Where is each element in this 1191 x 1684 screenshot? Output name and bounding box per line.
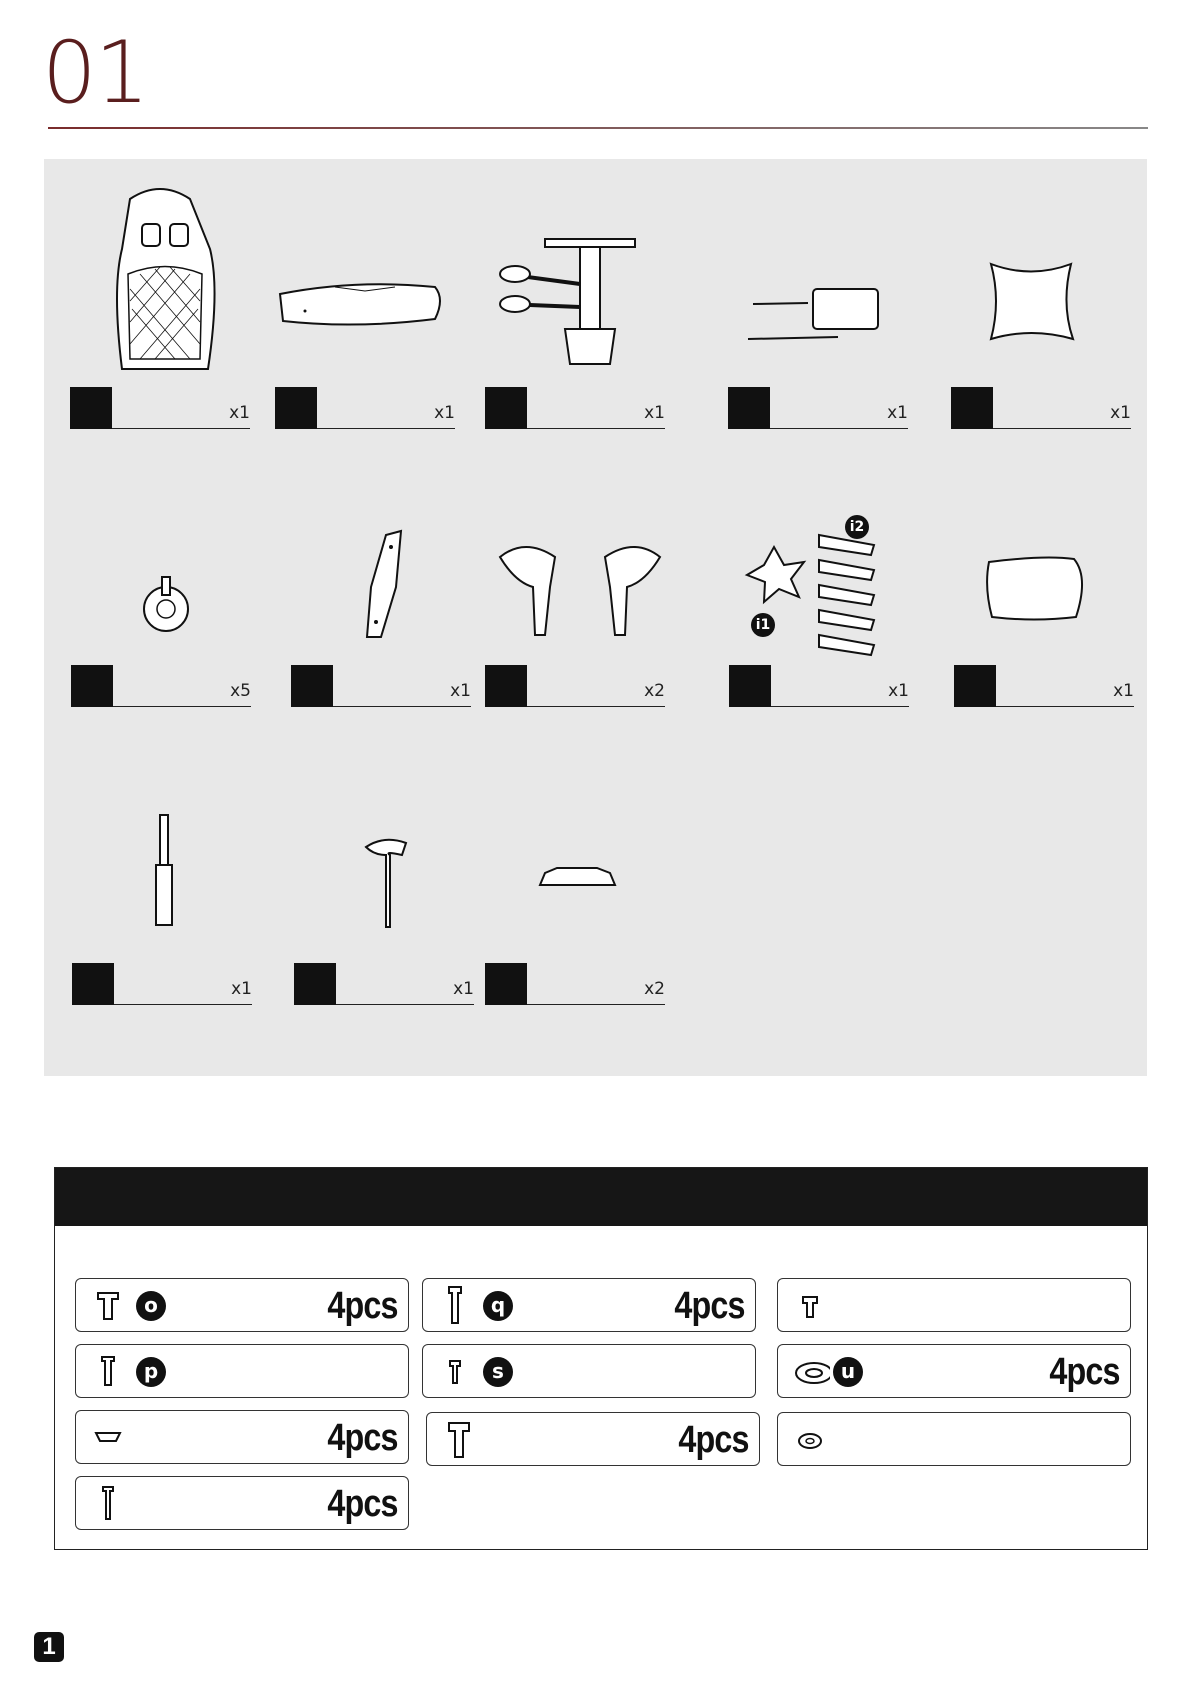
part-label-box	[275, 387, 317, 429]
part-label-box	[294, 963, 336, 1005]
hardware-item	[75, 1344, 409, 1398]
washer-icon	[790, 1351, 830, 1391]
bracket-plate-icon	[291, 457, 481, 667]
sub-label-i1: i1	[751, 613, 775, 637]
hardware-quantity: 4pcs	[674, 1285, 745, 1327]
caster-wheel-icon	[71, 457, 261, 667]
page-number: 1	[34, 1632, 64, 1662]
part-quantity: x1	[434, 403, 455, 423]
part-label-box	[72, 963, 114, 1005]
short-screw-icon	[790, 1285, 830, 1325]
part-armrests	[485, 457, 675, 707]
part-label-box	[485, 387, 527, 429]
part-seat	[275, 179, 465, 429]
armrest-pair-icon	[485, 457, 675, 667]
part-head-pillow	[951, 179, 1141, 429]
pan-head-bolt-icon	[88, 1285, 128, 1325]
hardware-quantity: 4pcs	[327, 1483, 398, 1525]
hardware-item	[426, 1412, 760, 1466]
hardware-item	[777, 1344, 1131, 1398]
part-label-box	[728, 387, 770, 429]
hardware-item	[75, 1278, 409, 1332]
part-quantity: x2	[644, 681, 665, 701]
hardware-letter: u	[833, 1357, 863, 1387]
hex-bolt-icon	[439, 1419, 479, 1459]
gas-lift-icon	[72, 755, 262, 965]
hardware-quantity: 4pcs	[327, 1285, 398, 1327]
hardware-item	[422, 1344, 756, 1398]
hardware-letter: o	[136, 1291, 166, 1321]
part-base	[729, 457, 919, 707]
small-washer-icon	[790, 1419, 830, 1459]
hardware-letter: q	[483, 1291, 513, 1321]
headrest-icon	[728, 179, 918, 389]
long-screw-icon	[88, 1483, 128, 1523]
part-caster	[71, 457, 261, 707]
part-mechanism	[485, 179, 675, 429]
long-bolt-icon	[435, 1285, 475, 1325]
part-bracket	[291, 457, 481, 707]
part-label-box	[71, 665, 113, 707]
hardware-quantity: 4pcs	[678, 1419, 749, 1461]
hardware-item	[422, 1278, 756, 1332]
part-quantity: x5	[230, 681, 251, 701]
seat-cushion-icon	[275, 179, 465, 389]
sub-label-i2: i2	[845, 515, 869, 539]
part-lumbar-pillow	[954, 457, 1144, 707]
part-label-box	[291, 665, 333, 707]
hardware-item	[75, 1476, 409, 1530]
hardware-letter: s	[483, 1357, 513, 1387]
head-pillow-icon	[951, 179, 1141, 389]
hardware-section	[54, 1167, 1148, 1550]
hardware-quantity: 4pcs	[1049, 1351, 1120, 1393]
tilt-mechanism-icon	[485, 179, 675, 389]
part-quantity: x1	[888, 681, 909, 701]
hardware-quantity: 4pcs	[327, 1417, 398, 1459]
hardware-item	[777, 1278, 1131, 1332]
part-quantity: x2	[644, 979, 665, 999]
part-label-box	[485, 963, 527, 1005]
backrest-icon	[70, 179, 260, 389]
part-quantity: x1	[231, 979, 252, 999]
part-quantity: x1	[1113, 681, 1134, 701]
part-label-box	[70, 387, 112, 429]
part-allen-key	[294, 755, 484, 1005]
part-quantity: x1	[887, 403, 908, 423]
part-label-box	[951, 387, 993, 429]
part-quantity: x1	[644, 403, 665, 423]
hardware-letter: p	[136, 1357, 166, 1387]
hardware-header-bar	[55, 1168, 1147, 1226]
part-quantity: x1	[450, 681, 471, 701]
part-quantity: x1	[1110, 403, 1131, 423]
hardware-item	[777, 1412, 1131, 1466]
part-label-box	[485, 665, 527, 707]
end-cap-icon	[485, 755, 675, 965]
small-bolt-icon	[435, 1351, 475, 1391]
part-backrest	[70, 179, 260, 429]
part-gas-lift	[72, 755, 262, 1005]
bolt-icon	[88, 1351, 128, 1391]
part-end-caps	[485, 755, 675, 1005]
part-headrest	[728, 179, 918, 429]
hardware-item	[75, 1410, 409, 1464]
cap-nut-icon	[88, 1417, 128, 1457]
part-label-box	[729, 665, 771, 707]
step-number: 01	[42, 23, 148, 123]
parts-panel	[44, 159, 1147, 1076]
title-divider	[48, 127, 1148, 129]
part-quantity: x1	[453, 979, 474, 999]
part-quantity: x1	[229, 403, 250, 423]
lumbar-pillow-icon	[954, 457, 1144, 667]
allen-key-icon	[294, 755, 484, 965]
part-label-box	[954, 665, 996, 707]
